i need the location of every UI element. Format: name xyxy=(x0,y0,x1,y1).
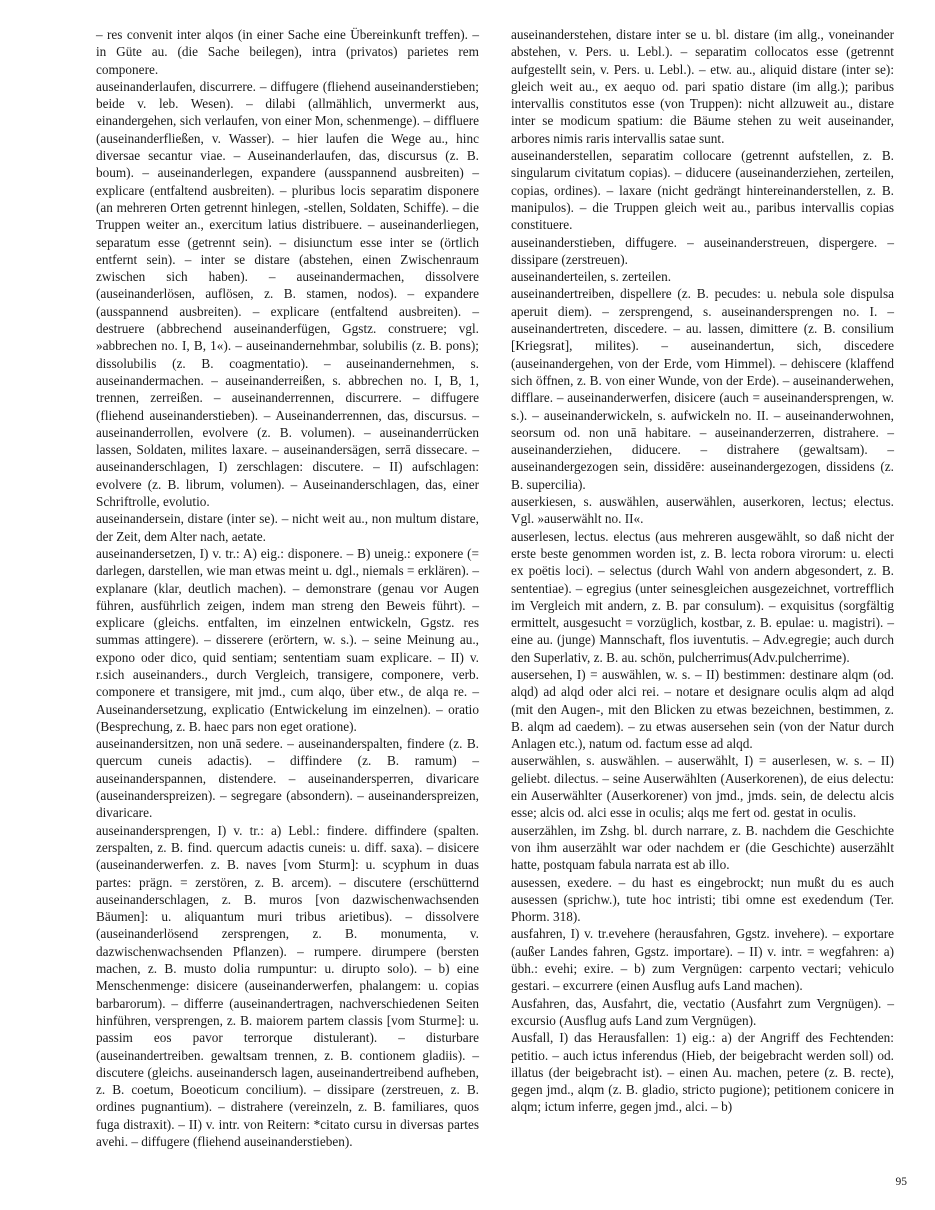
left-column xyxy=(96,26,479,1150)
entry-paragraph: auseinanderstieben, diffugere. – auseinanderstreuen, dispergere. – dissipare (zerstreuen). xyxy=(511,234,894,267)
entry-paragraph: Ausfall, I) das Herausfallen: 1) eig.: a) der Angriff des Fechtenden: petitio. – auch ictus inferendus (Hieb, der beigebracht werden soll) od. illatus (der beigebracht ist). – einen Au. machen, petere (z. B. recte), gegen jmd., alqm (z. B. gladio, stricto pugione); petitionem conicere in alqm; ictum inferre, gegen jmd., alci. – b) xyxy=(511,1030,894,1115)
entry-paragraph: auserkiesen, s. auswählen, auserwählen, auserkoren, lectus; electus. Vgl. »auserwählt no. II«. xyxy=(511,494,894,527)
entry-paragraph: auseinandertreiben, dispellere (z. B. pecudes: u. nebula sole dispulsa aperuit diem). – zersprengend, s. auseinandersprengen no. I. – auseinandertreten, discedere. – au. lassen, dimittere (z. B. consilium [Kriegsrat], milites). – auseinandertun, sich, discedere (auseinandergehen, von der Erde, vom Himmel). – dehiscere (klaffend sich öffnen, z. B. von einer Wunde, von der Erde). – auseinanderwehen, difflare. – auseinanderwerfen, disicere (auch = auseinandersprengen, w. s.). – auseinanderwickeln, s. aufwickeln no. II. – auseinanderwohnen, seorsum od. non unā habitare. – auseinanderzerren, distrahere. – auseinanderziehen, diducere. – distrahere (gewaltsam). – auseinandergezogen sein, dissidēre: auseinandergezogen, dissidens (z. B. supercilia). xyxy=(511,286,894,492)
entry-paragraph: auseinanderstellen, separatim collocare (getrennt aufstellen, z. B. singularum civitatum copias). – diducere (auseinanderziehen, zerteilen, copias, ordines). – laxare (nicht gedrängt hintereinanderstellen, z. B. manipulos). – die Truppen gleich weit au., paribus intervallis copias constituere. xyxy=(511,148,894,233)
entry-paragraph: auseinandersetzen, I) v. tr.: A) eig.: disponere. – B) uneig.: exponere (= darlegen, darstellen, wie man etwas meint u. dgl., niemals = erklären). – explanare (klar, deutlich machen). – demonstrare (genau vor Augen führen, ausführlich zeigen, indem man streng den Beweis führt). – explicare (gleichs. entfalten, im einzelnen entwickeln, Ggstz. res summas attingere). – disserere (erörtern, w. s.). – seine Meinung au., expono oder dico, quid sentiam; sententiam suam explicare. – II) v. r.sich auseinanders., durch Vergleich, transigere, componere, verb. componere et transigere, mit jmd., cum alqo, über etw., de alqa re. – Auseinandersetzung, explicatio (Entwickelung im einzelnen). – oratio (Besprechung, z. B. haec pars non eget oratione). xyxy=(96,545,479,734)
entry-paragraph: auseinandersein, distare (inter se). – nicht weit au., non multum distare, der Zeit, dem Alter nach, aetate. xyxy=(96,511,479,544)
right-column xyxy=(511,26,894,1116)
entry-paragraph: ausfahren, I) v. tr.evehere (herausfahren, Ggstz. invehere). – exportare (außer Landes fahren, Ggstz. importare). – II) v. intr. = wegfahren: a) übh.: evehi; exire. – b) zum Vergnügen: carpento vectari; vehiculo gestari. – excurrere (einen Ausflug aufs Land machen). xyxy=(511,926,894,994)
entry-paragraph: Ausfahren, das, Ausfahrt, die, vectatio (Ausfahrt zum Vergnügen). – excursio (Ausflug aufs Land zum Vergnügen). xyxy=(511,995,894,1028)
entry-paragraph: auseinanderteilen, s. zerteilen. xyxy=(511,269,672,285)
entry-paragraph: auserzählen, im Zshg. bl. durch narrare, z. B. nachdem die Geschichte von ihm auserzählt war oder nachdem er (die Geschichte) auserzählt hatte, postquam fabula narrata est ab illo. xyxy=(511,822,894,873)
entry-paragraph: auseinanderstehen, distare inter se u. bl. distare (im allg., voneinander abstehen, v. Pers. u. Lebl.). – separatim collocatos esse (getrennt aufgestellt sein, v. Pers. u. Lebl.). – etw. au., aliquid distare (inter se): gleich weit au., ex aequo od. pari spatio distare (im allg.); paribus intervallis constitutos esse (von Truppen): nicht allzuweit au., distare inter se modicum spatium: die Bäume stehen zu weit auseinander, arbores nimis raris intervallis satae sunt. xyxy=(511,27,894,146)
entry-paragraph: ausessen, exedere. – du hast es eingebrockt; nun mußt du es auch ausessen (sprichw.), tute hoc intristi; tibi omne est exedendum (Ter. Phorm. 318). xyxy=(511,874,894,925)
entry-paragraph: auserwählen, s. auswählen. – auserwählt, I) = auserlesen, w. s. – II) geliebt. dilectus. – seine Auserwählten (Auserkorenen), de eius delectu: ein Auserwählter (Auserkorener) von jmd., jmds. sein, de delectu alcis esse; alcis od. alci esse in oculis; alqs me fert od. gestat in oculis. xyxy=(511,753,894,821)
entry-paragraph: auseinandersitzen, non unā sedere. – auseinanderspalten, findere (z. B. quercum cuneis adactis). – diffindere (z. B. ramum) – auseinanderspannen, distendere. – auseinandersperren, divaricare (auseinanderspreizen). – segregare (absondern). – auseinanderspreizen, divaricare. xyxy=(96,736,479,821)
entry-paragraph: ausersehen, I) = auswählen, w. s. – II) bestimmen: destinare alqm (od. alqd) ad alqd oder alci rei. – notare et designare oculis alqm ad alqd (mit den Augen-, mit den Blicken zu etwas bezeichnen, bestimmen, z. B. alqm ad caedem). – zu etwas ausersehen sein (von der Natur durch Anlagen etc.), natum od. factum esse ad alqd. xyxy=(511,666,894,752)
entry-paragraph: – res convenit inter alqos (in einer Sache eine Übereinkunft treffen). – in Güte au. (die Sache beilegen), intra (privatos) parietes rem componere. xyxy=(96,27,479,77)
entry-paragraph: auseinandersprengen, I) v. tr.: a) Lebl.: findere. diffindere (spalten. zerspalten, z. B. find. quercum adactis cuneis: u. diff. saxa). – disicere (auseinanderwerfen. z. B. naves [vom Sturm]: u. scyphum in duas partes: prägn. = zerstören, z. B. arcem). – discutere (erschütternd auseinanderschlagen, z. B. muros [von dazwischenwachsenden Bäumen]: u. aliquantum muri tribus arietibus). – dissolvere (auseinanderlösend zersprengen, z. B. monumenta, v. dazwischenwachsenden Pflanzen). – rumpere. dirumpere (bersten machen, z. B. musto dolia rumpuntur: u. dirupto solo). – b) eine Menschenmenge: disicere (auseinanderwerfen, phalangem: u. copias barbarorum). – differre (auseinandertragen, nachverschiedenen Seiten hinführen, versprengen, z. B. maiorem partem classis [vom Sturme]: u. passim eos pavor terrorque distulerant). – disturbare (auseinandertreiben. gewaltsam trennen, z. B. contionem gladiis). – discutere (gleichs. auseinandersch lagen, auseinandertreibend aufheben, z. B. coetum, Boeoticum concilium). – dissipare (zerstreuen, z. B. ordines pugnantium). – distrahere (vereinzeln, z. B. familiares, quos fuga distraxit). – II) v. intr. von Reitern: *citato cursu in diversas partes avehi. – diffugere (fliehend auseinanderstieben). xyxy=(96,822,479,1149)
page-number: 95 xyxy=(895,1176,907,1188)
entry-paragraph: auserlesen, lectus. electus (aus mehreren ausgewählt, so daß nicht der erste beste genommen worden ist, z. B. lecta robora virorum: u. electi ex poëtis loci). – selectus (durch Wahl von andern abgesondert, z. B. sententiae). – egregius (unter seinesgleichen ausgezeichnet, vortrefflich im Vergleich mit andern, z. B. par consulum). – exquisitus (sorgfältig ermittelt, ausgesucht = vorzüglich, kostbar, z. B. epulae: u. magistri). – eine au. (junge) Mannschaft, flos iuventutis. – Adv.egregie; auch durch den Superlativ, z. B. au. schön, pulcherrimus(Adv.pulcherrime). xyxy=(511,528,894,665)
entry-paragraph: auseinanderlaufen, discurrere. – diffugere (fliehend auseinanderstieben; beide v. leb. Wesen). – dilabi (allmählich, unvermerkt aus, einandergehen, sich verlaufen, von einer Mon, schenmenge). – diffluere (auseinanderfließen, v. Wasser). – hier laufen die Wege au., hinc diversae secantur viae. – Auseinanderlaufen, das, discursus (z. B. boum). – auseinanderlegen, expandere (ausspannend ausbreiten) – explicare (entfaltend ausbreiten). – pluribus locis separatim disponere (an mehreren Orten getrennt hinlegen, -stellen, Soldaten, Schiffe). – die Truppen weiter an., exercitum latius distribuere. – auseinanderliegen, separatum esse (getrennt sein). – disiunctum esse inter se (örtlich entfernt sein). – inter se distare (abstehen, einen Zwischenraum zwischen sich haben). – auseinandermachen, dissolvere (auseinanderlösen, auflösen, z. B. stamen, nodos). – expandere (ausspannend ausbreiten). – explicare (entfaltend ausbreiten). – destruere (abbrechend auseinanderfügen, Ggstz. construere; vgl. »abbrechen no. I, B, 1«). – auseinandernehmbar, solubilis (z. B. pons); dissolubilis (z. B. coagmentatio). – auseinandernehmen, s. auseinandermachen. – auseinanderreißen, s. abbrechen no. I, B, 1, trennen, zerreißen. – auseinanderrennen, discurrere. – diffugere (fliehend auseinanderstieben). – Auseinanderrennen, das, discursus. – auseinanderrollen, evolvere (z. B. volumen). – auseinanderrücken lassen, Soldaten, milites laxare. – auseinandersägen, serrā dissecare. – auseinanderschlagen, I) zerschlagen: discutere. – II) aufschlagen: evolvere (z. B. librum, volumen). – Auseinanderschlagen, das, einer Schriftrolle, evolutio. xyxy=(96,78,479,510)
